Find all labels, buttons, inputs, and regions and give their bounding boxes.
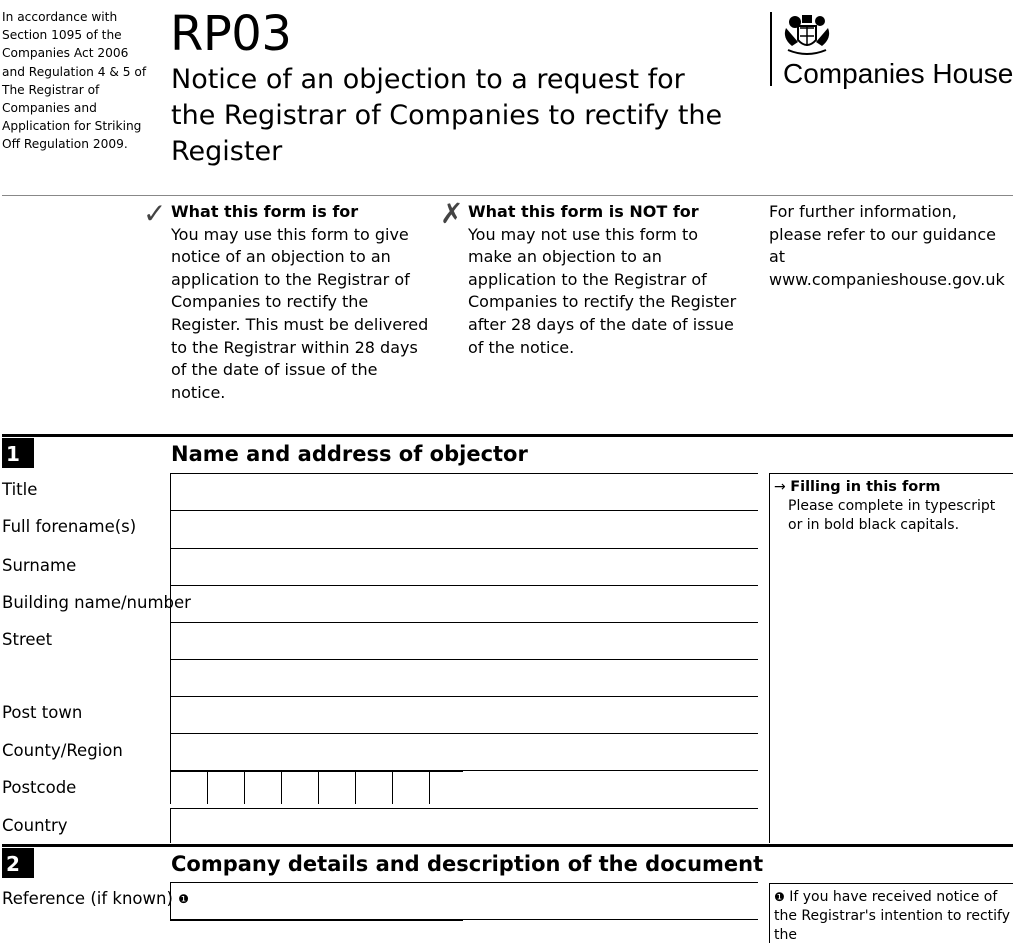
postcode-box[interactable] xyxy=(281,771,318,804)
street-field-1[interactable] xyxy=(170,623,758,660)
post-town-field[interactable] xyxy=(170,697,758,734)
postcode-box[interactable] xyxy=(318,771,355,804)
postcode-box[interactable] xyxy=(207,771,244,804)
building-label: Building name/number xyxy=(2,593,191,612)
logo-divider xyxy=(770,12,772,86)
section-2-guidance-text: If you have received notice of the Registrar's intention to rectify the xyxy=(774,889,1010,943)
form-not-purpose-text: You may not use this form to make an objection to an application to the Registrar of Companies to rectify the Register after 28 days of the date of issue of the notice. xyxy=(468,224,737,357)
form-not-purpose-heading: What this form is NOT for xyxy=(468,202,699,221)
form-purpose xyxy=(171,201,433,404)
reference-label-text: Reference (if known) xyxy=(2,889,173,908)
forenames-field[interactable] xyxy=(170,511,758,549)
postcode-field[interactable] xyxy=(170,771,758,809)
postcode-label: Postcode xyxy=(2,778,77,797)
header-divider xyxy=(2,195,1013,196)
arrow-right-icon: → xyxy=(774,479,791,495)
country-field[interactable] xyxy=(170,809,758,843)
form-not-purpose xyxy=(468,201,743,359)
county-field[interactable] xyxy=(170,734,758,771)
section-2-number: 2 xyxy=(2,848,34,878)
postcode-box[interactable] xyxy=(355,771,392,804)
cross-icon: ✗ xyxy=(440,197,464,230)
section-2-guidance xyxy=(769,883,1013,943)
postcode-box[interactable] xyxy=(170,771,207,804)
postcode-box[interactable] xyxy=(244,771,281,804)
reference-field[interactable] xyxy=(170,883,758,920)
title-field[interactable] xyxy=(170,474,758,511)
section-1-rule xyxy=(2,434,1013,437)
form-title: Notice of an objection to a request for the Registrar of Companies to rectify the Register xyxy=(171,64,723,167)
county-label: County/Region xyxy=(2,741,123,760)
street-label: Street xyxy=(2,630,53,649)
reference-label xyxy=(2,888,189,910)
section-2-rule xyxy=(2,844,1013,847)
building-field[interactable] xyxy=(170,586,758,623)
section-1-title: Name and address of objector xyxy=(171,442,528,466)
postcode-box[interactable] xyxy=(429,771,463,804)
post-town-label: Post town xyxy=(2,703,83,722)
form-purpose-text: You may use this form to give notice of an objection to an application to the Registrar of Companies to rectify the Register. This must be delivered to the Registrar within 28 days of the date of issue of the notice. xyxy=(171,224,429,402)
surname-label: Surname xyxy=(2,556,77,575)
form-purpose-heading: What this form is for xyxy=(171,202,359,221)
street-field-2[interactable] xyxy=(170,660,758,697)
guidance-text: Please complete in typescript or in bold black capitals. xyxy=(788,498,996,533)
company-number-top-rule xyxy=(170,920,463,921)
form-code: RP03 xyxy=(170,6,292,62)
guidance-heading-row xyxy=(774,478,1013,497)
guidance-heading: Filling in this form xyxy=(790,479,941,495)
note-1-icon: ❶ xyxy=(774,890,785,904)
check-icon: ✓ xyxy=(143,197,167,230)
forenames-label: Full forename(s) xyxy=(2,517,137,536)
country-label: Country xyxy=(2,816,68,835)
royal-crest-icon xyxy=(780,12,834,56)
section-2-title: Company details and description of the document xyxy=(171,852,764,876)
filling-in-guidance xyxy=(769,473,1013,843)
further-info: For further information, please refer to our guidance at www.companieshouse.gov.uk xyxy=(769,202,1005,289)
title-label: Title xyxy=(2,480,38,499)
surname-field[interactable] xyxy=(170,549,758,586)
section-1-number: 1 xyxy=(2,438,34,468)
postcode-box[interactable] xyxy=(392,771,429,804)
companies-house-brand: Companies House xyxy=(783,58,1014,89)
note-1-icon: ❶ xyxy=(178,892,189,906)
legal-note: In accordance with Section 1095 of the Companies Act 2006 and Regulation 4 & 5 of The Registrar of Companies and Application for Striking Off Regulation 2009. xyxy=(2,10,147,152)
